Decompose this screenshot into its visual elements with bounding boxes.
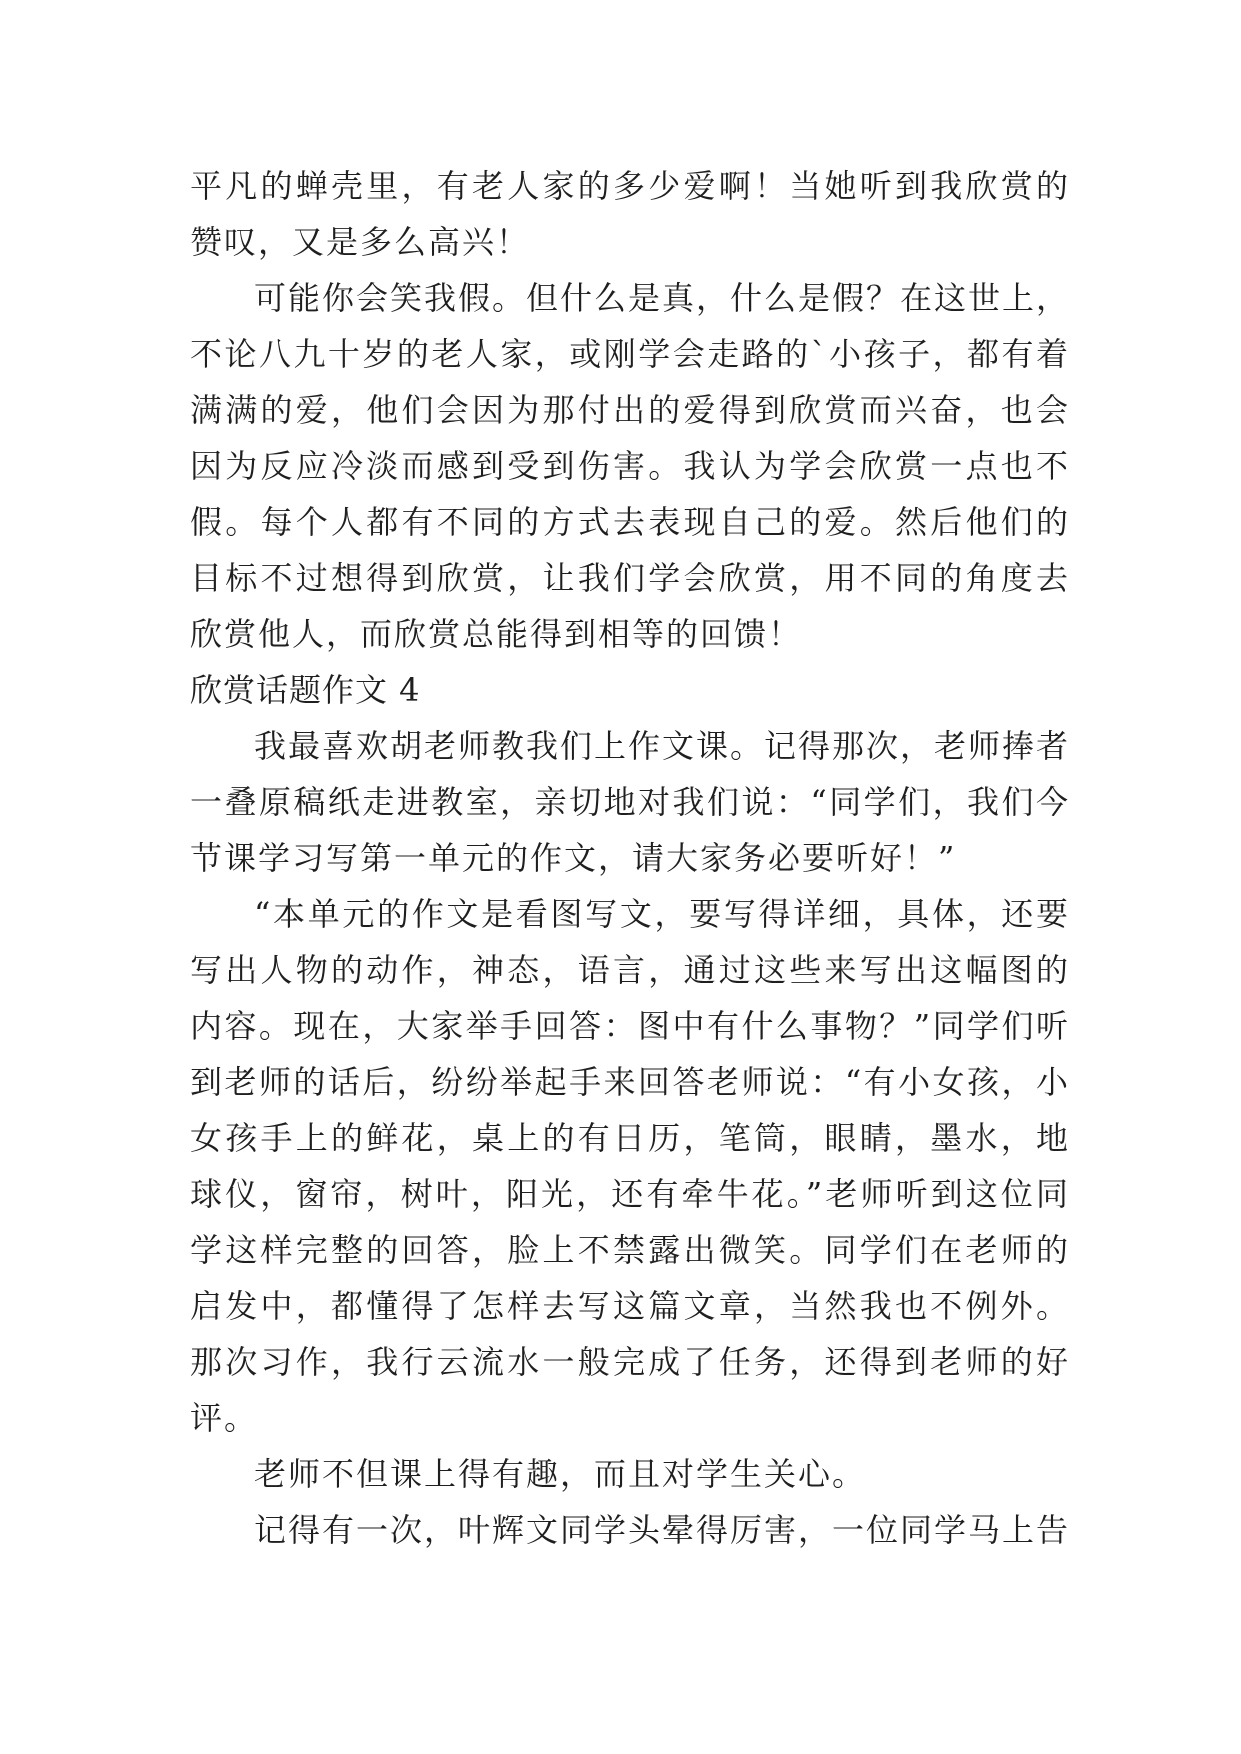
paragraph-picture-writing: “本单元的作文是看图写文，要写得详细，具体，还要写出人物的动作，神态，语言，通过这些来写出这幅图的内容。现在，大家举手回答：图中有什么事物？”同学们听到老师的话后，纷纷举起手来回答老师说：“有小女孩，小女孩手上的鲜花，桌上的有日历，笔筒，眼睛，墨水，地球仪，窗帘，树叶，阳光，还有牵牛花。”老师听到这位同学这样完整的回答，脸上不禁露出微笑。同学们在老师的启发中，都懂得了怎样去写这篇文章，当然我也不例外。那次习作，我行云流水一般完成了任务，还得到老师的好评。 [190,895,1070,1437]
essay-heading: 欣赏话题作文 4 [190,671,421,709]
paragraph-teacher-care: 老师不但课上得有趣，而且对学生关心。 [254,1455,867,1493]
essay-body [190,158,1070,1558]
paragraph-continuation: 平凡的蝉壳里，有老人家的多少爱啊！当她听到我欣赏的赞叹，又是多么高兴！ [190,167,1070,261]
paragraph-memory: 记得有一次，叶辉文同学头晕得厉害，一位同学马上告 [254,1511,1071,1549]
paragraph-writing-class: 我最喜欢胡老师教我们上作文课。记得那次，老师捧者一叠原稿纸走进教室，亲切地对我们说：“同学们，我们今节课学习写第一单元的作文，请大家务必要听好！” [190,727,1071,877]
paragraph-appreciation: 可能你会笑我假。但什么是真，什么是假？在这世上，不论八九十岁的老人家，或刚学会走路的`小孩子，都有着满满的爱，他们会因为那付出的爱得到欣赏而兴奋，也会因为反应冷淡而感到受到伤害。我认为学会欣赏一点也不假。每个人都有不同的方式去表现自己的爱。然后他们的目标不过想得到欣赏，让我们学会欣赏，用不同的角度去欣赏他人，而欣赏总能得到相等的回馈！ [190,279,1071,653]
